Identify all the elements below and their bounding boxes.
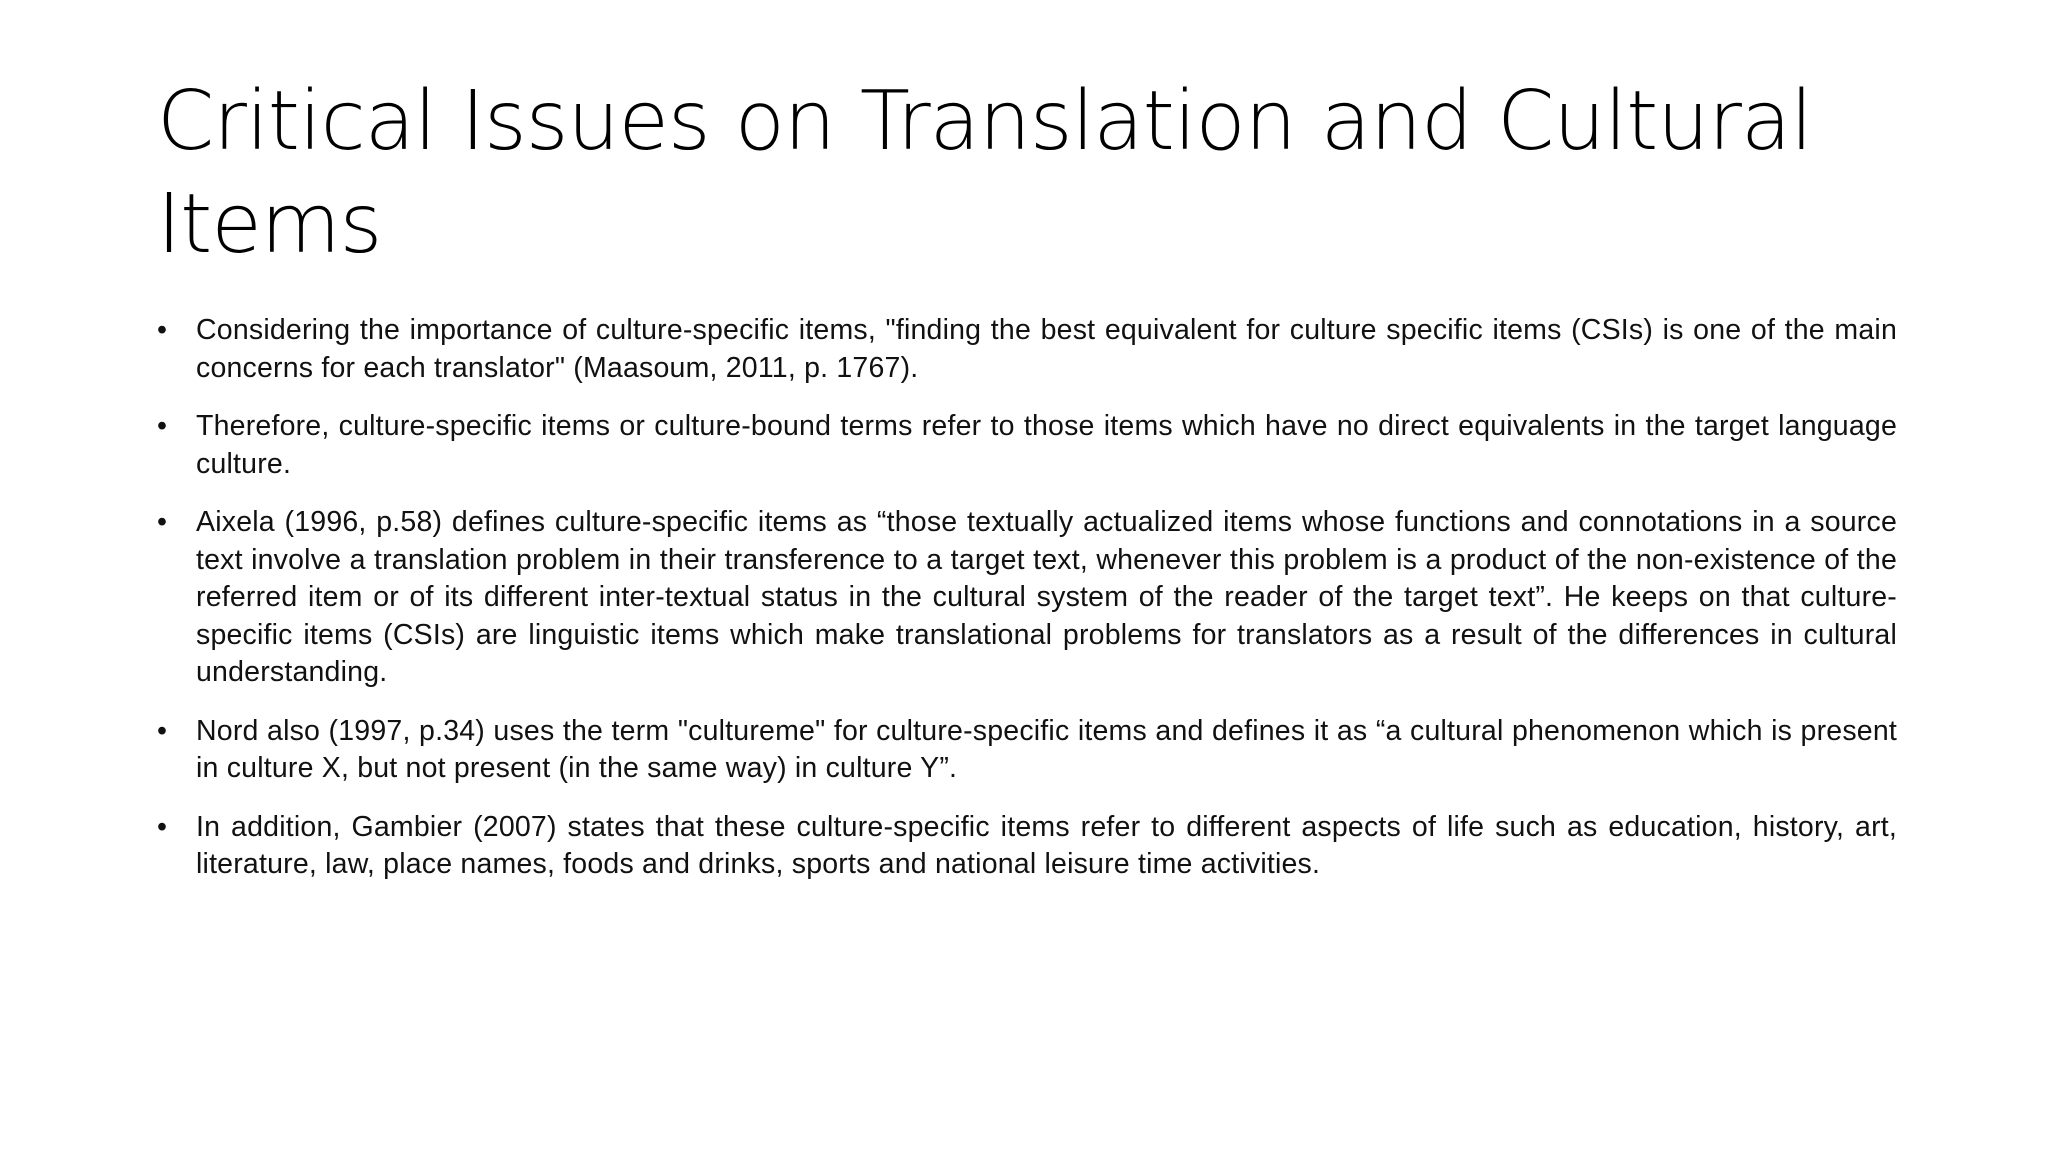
bullet-icon: • bbox=[157, 410, 168, 442]
slide-title: Critical Issues on Translation and Cultural Items bbox=[157, 74, 1812, 272]
bullet-text: Aixela (1996, p.58) defines culture-specific items as “those textually actualized items whose functions and connotations in a source text involve a translation problem in their transference to a target text, whenever this problem is a product of the non-existence of the referred item or of its different inter-textual status in the cultural system of the reader of the target text”. He keeps on that culture-specific items (CSIs) are linguistic items which make translational problems for translators as a result of the differences in cultural understanding. bbox=[196, 506, 1897, 688]
bullet-item bbox=[157, 408, 1897, 483]
bullet-icon: • bbox=[157, 714, 168, 747]
bullet-item bbox=[157, 809, 1897, 884]
bullet-icon: • bbox=[157, 810, 168, 843]
bullet-item bbox=[157, 312, 1897, 387]
bullet-icon: • bbox=[157, 506, 168, 538]
bullet-text: Considering the importance of culture-specific items, "finding the best equivalent for culture specific items (CSIs) is one of the main concerns for each translator" (Maasoum, 2011, p. 1767). bbox=[196, 314, 1897, 384]
bullet-list bbox=[157, 312, 1897, 905]
bullet-item bbox=[157, 504, 1897, 692]
bullet-text: In addition, Gambier (2007) states that these culture-specific items refer to different aspects of life such as education, history, art, literature, law, place names, foods and drinks, sports and national leisure time activities. bbox=[196, 810, 1897, 880]
bullet-icon: • bbox=[157, 314, 168, 346]
bullet-text: Nord also (1997, p.34) uses the term "cultureme" for culture-specific items and defines it as “a cultural phenomenon which is present in culture X, but not present (in the same way) in culture Y”. bbox=[196, 714, 1897, 784]
bullet-text: Therefore, culture-specific items or culture-bound terms refer to those items which have no direct equivalents in the target language culture. bbox=[196, 410, 1897, 480]
bullet-item bbox=[157, 713, 1897, 788]
